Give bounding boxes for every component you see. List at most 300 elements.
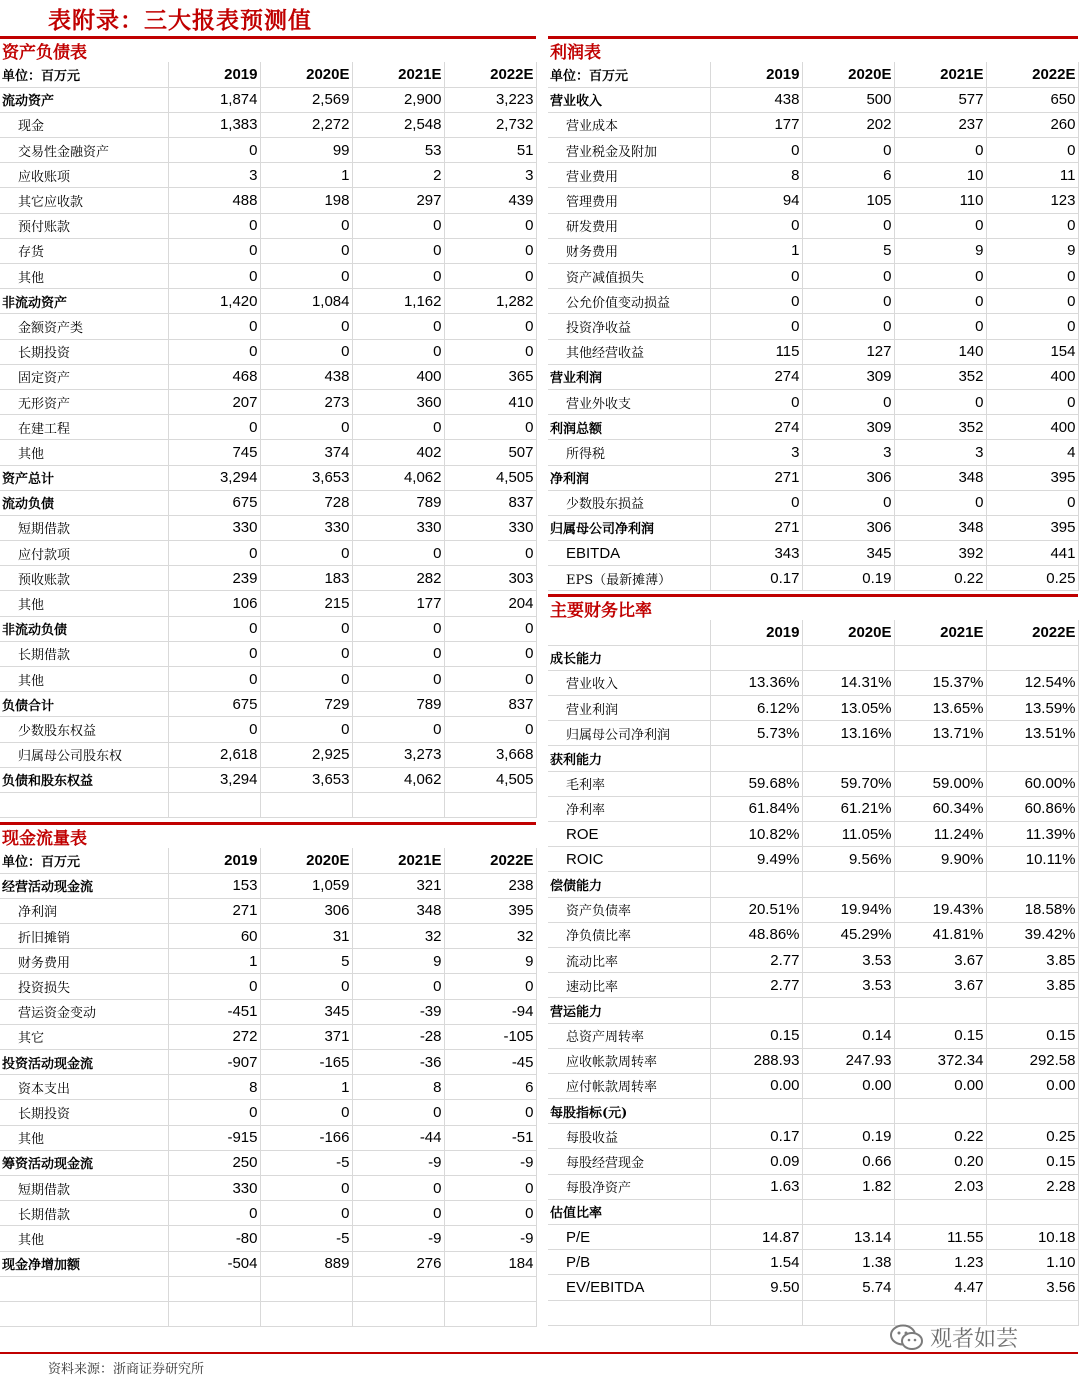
row-value: 9.49% <box>710 847 802 872</box>
ratios-header <box>548 594 1078 620</box>
row-label: 少数股东权益 <box>0 717 168 742</box>
row-value: 3 <box>894 440 986 465</box>
row-value: 0.15 <box>710 1023 802 1048</box>
income-statement-panel <box>548 36 1078 591</box>
table-row <box>0 924 536 949</box>
table-row <box>548 973 1078 998</box>
row-value: -105 <box>444 1024 536 1049</box>
row-value: 0 <box>352 264 444 289</box>
row-value: 0 <box>444 1100 536 1125</box>
row-label: 净利润 <box>548 465 710 490</box>
year-header: 2019 <box>710 62 802 87</box>
row-value: 728 <box>260 490 352 515</box>
empty-cell <box>444 1301 536 1326</box>
row-value: 0 <box>894 389 986 414</box>
row-value: 14.87 <box>710 1225 802 1250</box>
row-value: 0 <box>444 1175 536 1200</box>
row-label: 每股净资产 <box>548 1174 710 1199</box>
row-value: 0 <box>710 389 802 414</box>
year-header: 2020E <box>802 62 894 87</box>
table-row <box>548 847 1078 872</box>
row-value: 0 <box>894 289 986 314</box>
row-value: 154 <box>986 339 1078 364</box>
header-row <box>548 62 1078 87</box>
row-value: 99 <box>260 138 352 163</box>
row-value: 215 <box>260 591 352 616</box>
income-statement-table <box>548 62 1079 591</box>
row-value: 13.14 <box>802 1225 894 1250</box>
table-row <box>0 264 536 289</box>
row-value: 500 <box>802 87 894 112</box>
row-value: 1,282 <box>444 289 536 314</box>
row-label: 固定资产 <box>0 364 168 389</box>
row-value: 184 <box>444 1251 536 1276</box>
row-label: 资产负债率 <box>548 897 710 922</box>
row-value: 6.12% <box>710 696 802 721</box>
table-row <box>548 1048 1078 1073</box>
row-value: 2 <box>352 163 444 188</box>
row-label: 营业利润 <box>548 364 710 389</box>
row-value: 123 <box>986 188 1078 213</box>
row-value: 288.93 <box>710 1048 802 1073</box>
table-row <box>548 112 1078 137</box>
row-value: 273 <box>260 389 352 414</box>
row-value: -504 <box>168 1251 260 1276</box>
row-value: 0 <box>168 974 260 999</box>
table-row <box>548 922 1078 947</box>
row-value: 0 <box>260 717 352 742</box>
row-value: 3 <box>710 440 802 465</box>
row-value: 5.74 <box>802 1275 894 1300</box>
row-value: 0.15 <box>986 1149 1078 1174</box>
row-value: -165 <box>260 1050 352 1075</box>
table-row <box>548 515 1078 540</box>
row-label: 获利能力 <box>548 746 710 771</box>
row-label: 其他 <box>0 591 168 616</box>
row-value: 2,569 <box>260 87 352 112</box>
table-row <box>0 238 536 263</box>
row-value: 0 <box>986 389 1078 414</box>
row-value: 729 <box>260 692 352 717</box>
row-value: 402 <box>352 440 444 465</box>
row-value: 348 <box>894 465 986 490</box>
row-value: 5 <box>260 949 352 974</box>
row-value: 0 <box>444 238 536 263</box>
row-value: 4 <box>986 440 1078 465</box>
row-value: 20.51% <box>710 897 802 922</box>
table-row <box>548 771 1078 796</box>
row-value: 237 <box>894 112 986 137</box>
row-value: 0 <box>444 1201 536 1226</box>
row-label: 营业外收支 <box>548 389 710 414</box>
row-label: 营业利润 <box>548 696 710 721</box>
row-value: 0 <box>260 264 352 289</box>
row-value: 0 <box>444 616 536 641</box>
row-label: 长期借款 <box>0 1201 168 1226</box>
row-value <box>802 1199 894 1224</box>
table-row <box>0 949 536 974</box>
page-title: 表附录：三大报表预测值 <box>48 7 312 34</box>
cash-flow-table <box>0 848 537 1327</box>
row-value: 2,272 <box>260 112 352 137</box>
row-value: 675 <box>168 692 260 717</box>
row-value: 13.71% <box>894 721 986 746</box>
row-value: 306 <box>802 465 894 490</box>
empty-cell <box>0 792 168 817</box>
table-row <box>0 641 536 666</box>
row-value: 0 <box>260 238 352 263</box>
row-value: 0 <box>168 138 260 163</box>
row-value: 8 <box>710 163 802 188</box>
table-row <box>0 717 536 742</box>
row-label: 偿债能力 <box>548 872 710 897</box>
row-value: 789 <box>352 692 444 717</box>
row-label: 利润总额 <box>548 415 710 440</box>
row-label: EBITDA <box>548 541 710 566</box>
row-label: 其他 <box>0 1226 168 1251</box>
row-label: 长期投资 <box>0 339 168 364</box>
row-label: 流动负债 <box>0 490 168 515</box>
empty-cell <box>710 1300 802 1325</box>
row-label: 非流动资产 <box>0 289 168 314</box>
row-label: 负债合计 <box>0 692 168 717</box>
row-value: 395 <box>986 465 1078 490</box>
row-label: 其他 <box>0 440 168 465</box>
row-label: 折旧摊销 <box>0 924 168 949</box>
row-value: 0 <box>352 974 444 999</box>
row-value: 303 <box>444 566 536 591</box>
row-value <box>802 872 894 897</box>
row-value: 1 <box>710 238 802 263</box>
row-label: 每股经营现金 <box>548 1149 710 1174</box>
table-row <box>548 138 1078 163</box>
row-value: 10 <box>894 163 986 188</box>
row-value: 1 <box>260 1075 352 1100</box>
row-label: 营业收入 <box>548 670 710 695</box>
row-value: 2.77 <box>710 973 802 998</box>
row-value: 198 <box>260 188 352 213</box>
row-value: 330 <box>444 515 536 540</box>
row-value: 51 <box>444 138 536 163</box>
row-value: 13.51% <box>986 721 1078 746</box>
row-value <box>802 645 894 670</box>
row-value: 153 <box>168 873 260 898</box>
year-header: 2021E <box>352 62 444 87</box>
table-row <box>0 873 536 898</box>
row-value: 11.24% <box>894 822 986 847</box>
row-value <box>986 998 1078 1023</box>
row-value: 0 <box>352 415 444 440</box>
row-value: 19.43% <box>894 897 986 922</box>
row-value: 59.70% <box>802 771 894 796</box>
balance-sheet-header <box>0 36 536 62</box>
row-value: 0 <box>260 541 352 566</box>
table-row <box>548 465 1078 490</box>
row-value: 392 <box>894 541 986 566</box>
row-value: 60 <box>168 924 260 949</box>
row-label: 投资净收益 <box>548 314 710 339</box>
row-value: 0.17 <box>710 566 802 591</box>
row-value: 4,505 <box>444 465 536 490</box>
row-value: 61.21% <box>802 796 894 821</box>
row-value <box>710 998 802 1023</box>
row-value: 11.39% <box>986 822 1078 847</box>
row-value <box>710 645 802 670</box>
row-value: 0 <box>260 1175 352 1200</box>
row-value: 0 <box>168 641 260 666</box>
row-value: 438 <box>710 87 802 112</box>
row-value: -44 <box>352 1125 444 1150</box>
table-row <box>0 515 536 540</box>
row-value <box>710 746 802 771</box>
row-value: 330 <box>168 515 260 540</box>
row-label: 其他 <box>0 264 168 289</box>
row-value: 309 <box>802 364 894 389</box>
year-header: 2022E <box>986 620 1078 645</box>
row-value: 0.25 <box>986 1124 1078 1149</box>
table-row <box>0 112 536 137</box>
empty-cell <box>260 1276 352 1301</box>
empty-row <box>0 1276 536 1301</box>
table-row <box>548 389 1078 414</box>
row-value: 0 <box>444 264 536 289</box>
row-value: 441 <box>986 541 1078 566</box>
row-value: 0 <box>352 717 444 742</box>
row-value: 1,059 <box>260 873 352 898</box>
row-value: 0 <box>260 667 352 692</box>
row-value: 0 <box>352 1175 444 1200</box>
row-value: 0 <box>802 213 894 238</box>
row-value: 889 <box>260 1251 352 1276</box>
table-row <box>0 541 536 566</box>
row-value: 0 <box>168 238 260 263</box>
row-value: 395 <box>444 898 536 923</box>
balance-sheet-table <box>0 62 537 818</box>
year-header: 2021E <box>894 62 986 87</box>
row-value: 395 <box>986 515 1078 540</box>
row-value: 348 <box>894 515 986 540</box>
row-label: 净利率 <box>548 796 710 821</box>
row-value: 48.86% <box>710 922 802 947</box>
row-value: 0.15 <box>894 1023 986 1048</box>
row-label: 其他 <box>0 1125 168 1150</box>
row-value: 8 <box>168 1075 260 1100</box>
row-label: 营运资金变动 <box>0 999 168 1024</box>
row-value: 3,668 <box>444 742 536 767</box>
wechat-icon <box>890 1324 924 1352</box>
table-row <box>0 1150 536 1175</box>
row-value: 0 <box>352 213 444 238</box>
row-value: -51 <box>444 1125 536 1150</box>
ratios-table <box>548 620 1079 1326</box>
row-value: -9 <box>352 1150 444 1175</box>
row-label: 财务费用 <box>0 949 168 974</box>
empty-cell <box>352 1276 444 1301</box>
row-value: 0 <box>352 541 444 566</box>
table-row <box>548 213 1078 238</box>
row-value: -28 <box>352 1024 444 1049</box>
row-value: -36 <box>352 1050 444 1075</box>
row-value: 650 <box>986 87 1078 112</box>
row-value: 0 <box>260 213 352 238</box>
row-value: 19.94% <box>802 897 894 922</box>
row-value: 0 <box>168 213 260 238</box>
row-label: EV/EBITDA <box>548 1275 710 1300</box>
row-value: 207 <box>168 389 260 414</box>
row-label: 投资损失 <box>0 974 168 999</box>
row-value: -907 <box>168 1050 260 1075</box>
table-row <box>548 1124 1078 1149</box>
row-value: 0.22 <box>894 566 986 591</box>
row-value: 238 <box>444 873 536 898</box>
row-value: 745 <box>168 440 260 465</box>
row-value <box>986 872 1078 897</box>
row-value: 13.16% <box>802 721 894 746</box>
table-row <box>0 566 536 591</box>
empty-cell <box>168 792 260 817</box>
row-label: 每股收益 <box>548 1124 710 1149</box>
row-value: 0.00 <box>802 1073 894 1098</box>
row-value: 0 <box>352 641 444 666</box>
row-value: 59.00% <box>894 771 986 796</box>
row-value <box>802 998 894 1023</box>
row-value: 0 <box>986 490 1078 515</box>
row-label: 长期借款 <box>0 641 168 666</box>
row-value: 202 <box>802 112 894 137</box>
row-label: 负债和股东权益 <box>0 767 168 792</box>
row-value: 2,925 <box>260 742 352 767</box>
row-label: 每股指标(元) <box>548 1099 710 1124</box>
row-value: 3,294 <box>168 465 260 490</box>
row-value: 0 <box>444 415 536 440</box>
row-value: 9 <box>352 949 444 974</box>
row-label: 资本支出 <box>0 1075 168 1100</box>
empty-row <box>0 1301 536 1326</box>
row-value: 0 <box>168 717 260 742</box>
row-value: 15.37% <box>894 670 986 695</box>
row-value: 0.00 <box>986 1073 1078 1098</box>
cash-flow-panel <box>0 822 536 1327</box>
empty-cell <box>802 1300 894 1325</box>
row-value: 343 <box>710 541 802 566</box>
row-value: 2,548 <box>352 112 444 137</box>
row-value: 0 <box>168 314 260 339</box>
balance-sheet-panel <box>0 36 536 818</box>
row-label: 所得税 <box>548 440 710 465</box>
table-row <box>548 1149 1078 1174</box>
row-value: 309 <box>802 415 894 440</box>
table-row <box>548 87 1078 112</box>
row-value: 6 <box>444 1075 536 1100</box>
row-value: 4.47 <box>894 1275 986 1300</box>
row-label: 应付帐款周转率 <box>548 1073 710 1098</box>
row-value: 1.82 <box>802 1174 894 1199</box>
row-value: 837 <box>444 490 536 515</box>
row-value: 0 <box>802 389 894 414</box>
row-value: 352 <box>894 415 986 440</box>
row-value: 0.20 <box>894 1149 986 1174</box>
row-value: 1.63 <box>710 1174 802 1199</box>
row-label: 营业税金及附加 <box>548 138 710 163</box>
row-value: 2.03 <box>894 1174 986 1199</box>
row-value: 247.93 <box>802 1048 894 1073</box>
row-value <box>894 746 986 771</box>
table-row <box>548 264 1078 289</box>
empty-cell <box>444 792 536 817</box>
row-value <box>986 1099 1078 1124</box>
row-value: 360 <box>352 389 444 414</box>
table-row <box>548 289 1078 314</box>
unit-label: 单位：百万元 <box>0 848 168 873</box>
year-header: 2020E <box>260 62 352 87</box>
row-value: 0 <box>260 314 352 339</box>
row-value: 13.65% <box>894 696 986 721</box>
row-label: 短期借款 <box>0 1175 168 1200</box>
row-value: 0 <box>352 238 444 263</box>
table-row <box>0 364 536 389</box>
row-value: 330 <box>260 515 352 540</box>
row-label: 管理费用 <box>548 188 710 213</box>
row-value: 0 <box>352 667 444 692</box>
row-value: -451 <box>168 999 260 1024</box>
year-header: 2021E <box>352 848 444 873</box>
table-row <box>0 692 536 717</box>
table-row <box>548 696 1078 721</box>
row-value: 2.77 <box>710 947 802 972</box>
row-value: 400 <box>986 364 1078 389</box>
table-row <box>0 898 536 923</box>
row-value: 9 <box>444 949 536 974</box>
row-value: 0 <box>260 339 352 364</box>
row-value: 0 <box>260 1201 352 1226</box>
row-value: 3,653 <box>260 767 352 792</box>
row-value: 0 <box>352 314 444 339</box>
table-row <box>0 1024 536 1049</box>
row-value: 239 <box>168 566 260 591</box>
row-value: 1.54 <box>710 1250 802 1275</box>
table-row <box>548 541 1078 566</box>
table-row <box>0 1100 536 1125</box>
row-value: 11 <box>986 163 1078 188</box>
row-value: -94 <box>444 999 536 1024</box>
row-value: 274 <box>710 415 802 440</box>
row-value: 321 <box>352 873 444 898</box>
row-value: -915 <box>168 1125 260 1150</box>
row-value: 0 <box>444 641 536 666</box>
row-value: 14.31% <box>802 670 894 695</box>
table-row <box>0 767 536 792</box>
ratios-panel <box>548 594 1078 1326</box>
row-value: 32 <box>352 924 444 949</box>
row-value: 3,273 <box>352 742 444 767</box>
row-value: 53 <box>352 138 444 163</box>
row-value: -9 <box>444 1226 536 1251</box>
empty-cell <box>548 1300 710 1325</box>
row-value: 260 <box>986 112 1078 137</box>
row-value: 0 <box>444 717 536 742</box>
table-row <box>548 1023 1078 1048</box>
table-row <box>548 1199 1078 1224</box>
row-value <box>894 872 986 897</box>
row-value: 1,420 <box>168 289 260 314</box>
row-value: 271 <box>710 515 802 540</box>
row-value: -5 <box>260 1150 352 1175</box>
table-row <box>0 1075 536 1100</box>
table-row <box>0 339 536 364</box>
row-value: 1,162 <box>352 289 444 314</box>
table-row <box>548 1174 1078 1199</box>
row-value: 177 <box>352 591 444 616</box>
